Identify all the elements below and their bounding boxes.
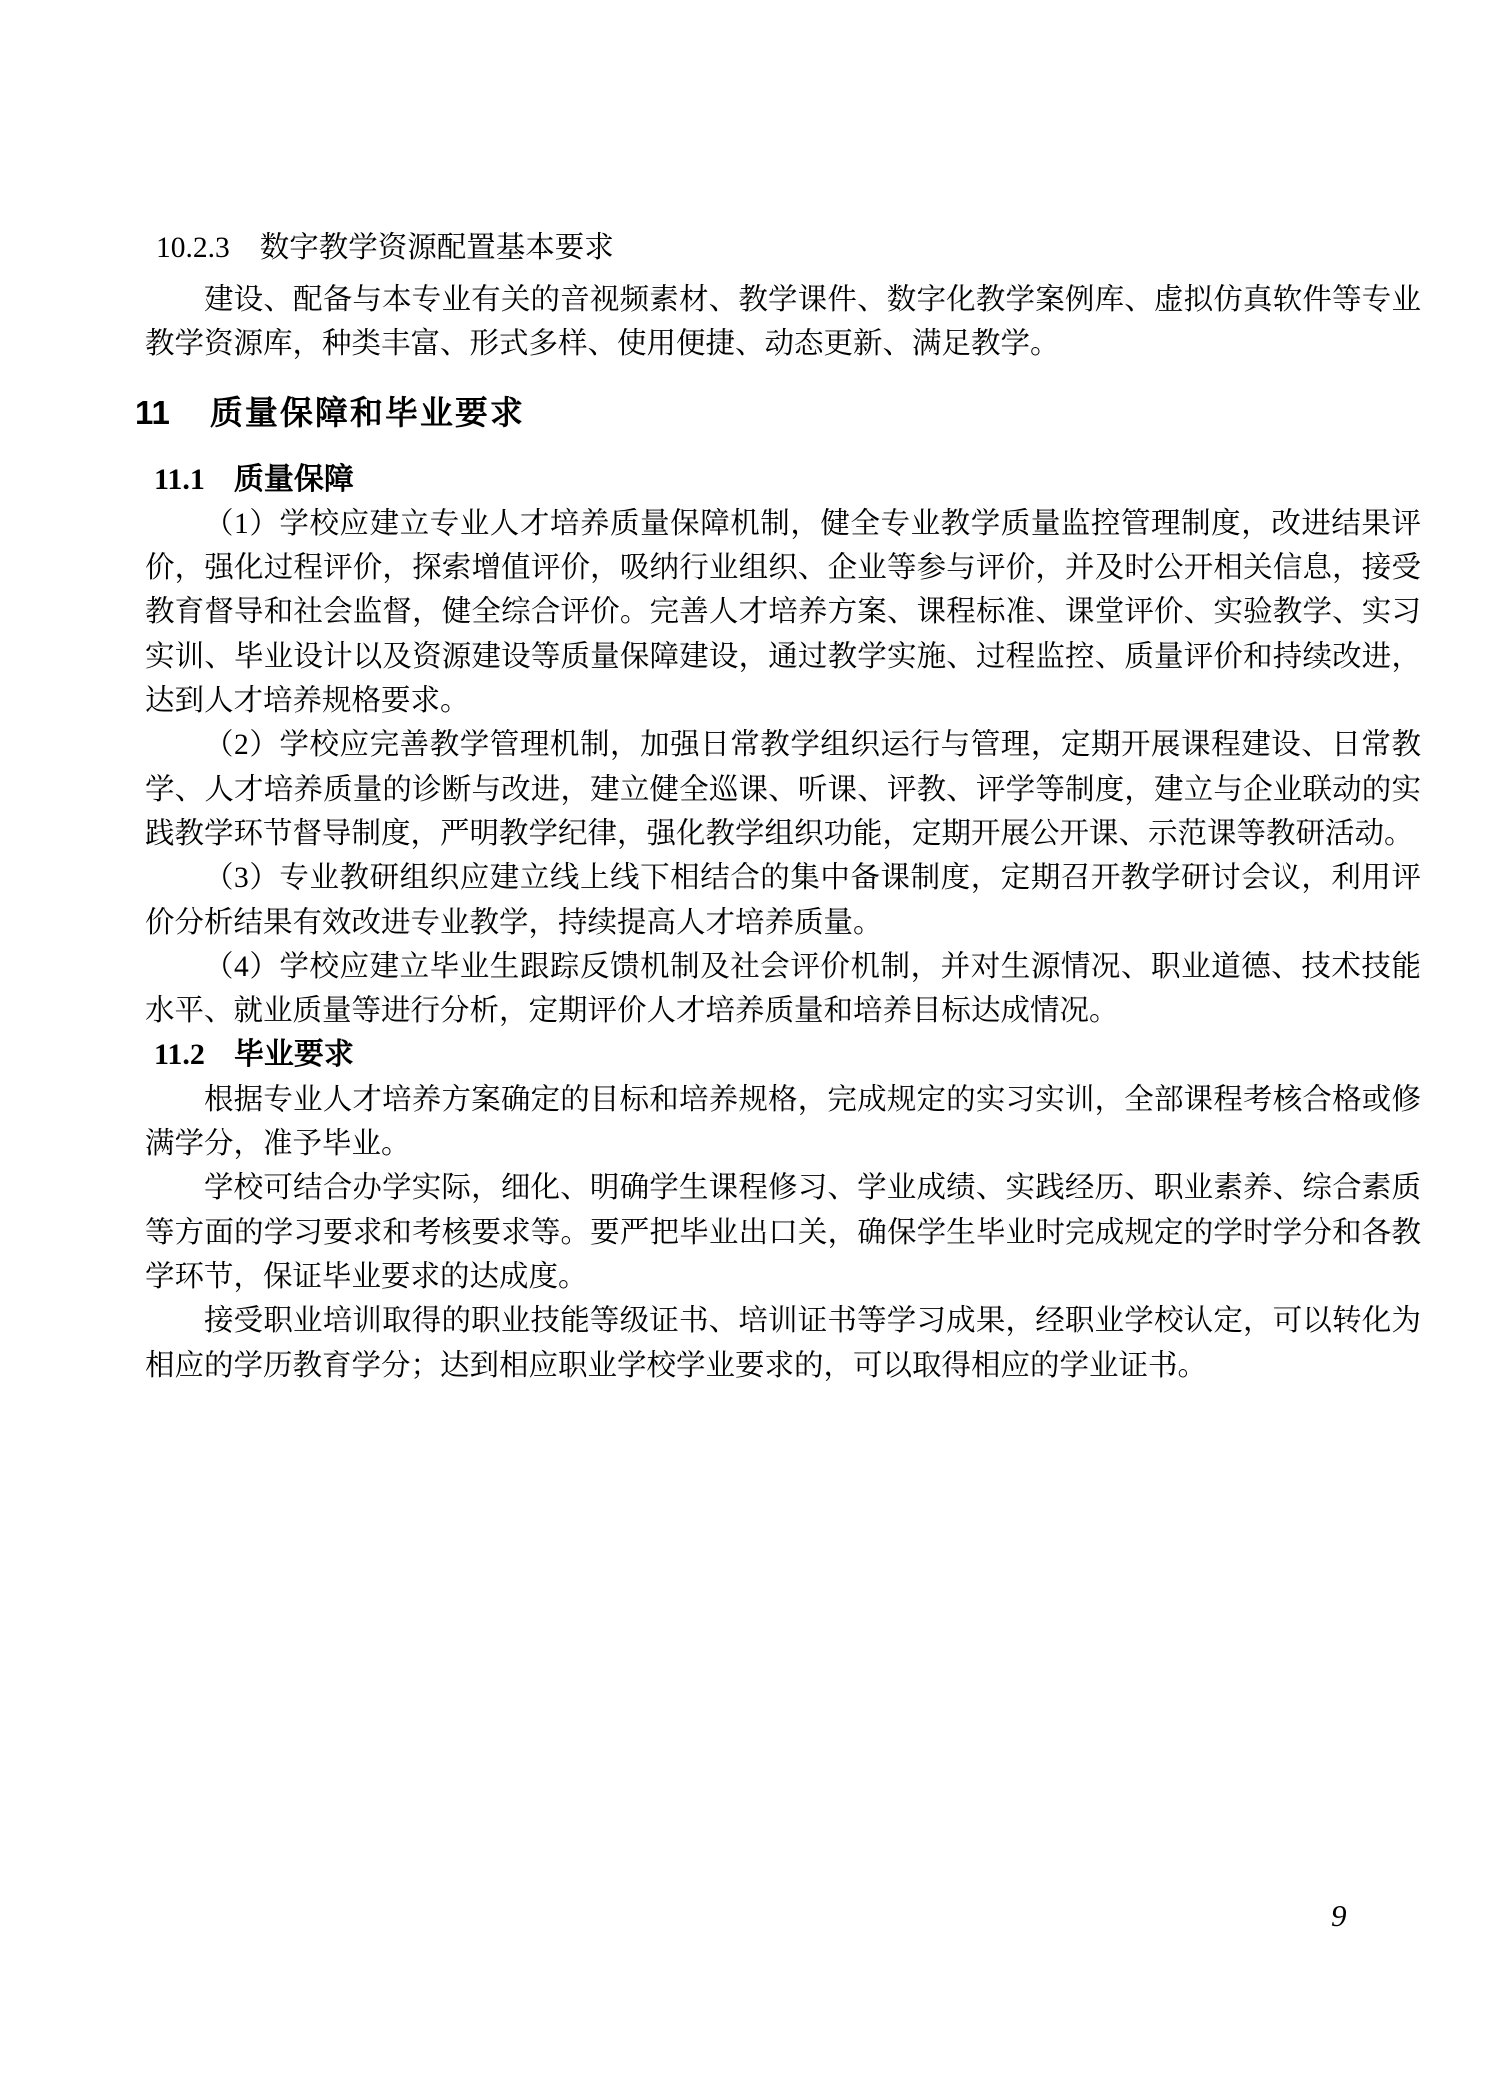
subsection-title: 数字教学资源配置基本要求	[259, 232, 614, 264]
section-number: 11.2	[154, 1038, 205, 1072]
chapter-number: 11	[135, 393, 170, 431]
subsection-number: 10.2.3	[156, 232, 230, 264]
chapter-heading-11	[135, 391, 1421, 435]
paragraph-quality-2: （2）学校应完善教学管理机制，加强日常教学组织运行与管理，定期开展课程建设、日常教学、人才培养质量的诊断与改进，建立健全巡课、听课、评教、评学等制度，建立与企业联动的实践教学环节督导制度，严明教学纪律，强化教学组织功能，定期开展公开课、示范课等教研活动。	[145, 729, 1421, 850]
page-number: 9	[1331, 1898, 1347, 1933]
section-title: 毕业要求	[233, 1038, 354, 1072]
paragraph-graduation-1: 根据专业人才培养方案确定的目标和培养规格，完成规定的实习实训，全部课程考核合格或修满学分，准予毕业。	[145, 1083, 1421, 1161]
chapter-title: 质量保障和毕业要求	[209, 393, 525, 431]
section-heading-11-2	[145, 1033, 1421, 1077]
section-number: 11.1	[154, 462, 205, 496]
paragraph-quality-4: （4）学校应建立毕业生跟踪反馈机制及社会评价机制，并对生源情况、职业道德、技术技能水平、就业质量等进行分析，定期评价人才培养质量和培养目标达成情况。	[145, 950, 1421, 1028]
paragraph-quality-1: （1）学校应建立专业人才培养质量保障机制，健全专业教学质量监控管理制度，改进结果评价，强化过程评价，探索增值评价，吸纳行业组织、企业等参与评价，并及时公开相关信息，接受教育督导和社会监督，健全综合评价。完善人才培养方案、课程标准、课堂评价、实验教学、实习实训、毕业设计以及资源建设等质量保障建设，通过教学实施、过程监控、质量评价和持续改进，达到人才培养规格要求。	[145, 507, 1421, 718]
paragraph-digital-resources: 建设、配备与本专业有关的音视频素材、教学课件、数字化教学案例库、虚拟仿真软件等专业教学资源库，种类丰富、形式多样、使用便捷、动态更新、满足教学。	[145, 284, 1421, 361]
paragraph-graduation-3: 接受职业培训取得的职业技能等级证书、培训证书等学习成果，经职业学校认定，可以转化为相应的学历教育学分；达到相应职业学校学业要求的，可以取得相应的学业证书。	[145, 1305, 1421, 1382]
section-title: 质量保障	[233, 462, 354, 496]
paragraph-quality-3: （3）专业教研组织应建立线上线下相结合的集中备课制度，定期召开教学研讨会议，利用评价分析结果有效改进专业教学，持续提高人才培养质量。	[145, 862, 1421, 939]
document-content	[135, 226, 1421, 1388]
subsection-heading-10-2-3	[145, 226, 1421, 270]
paragraph-graduation-2: 学校可结合办学实际，细化、明确学生课程修习、学业成绩、实践经历、职业素养、综合素质等方面的学习要求和考核要求等。要严把毕业出口关，确保学生毕业时完成规定的学时学分和各教学环节，保证毕业要求的达成度。	[145, 1172, 1421, 1293]
section-heading-11-1	[145, 458, 1421, 502]
